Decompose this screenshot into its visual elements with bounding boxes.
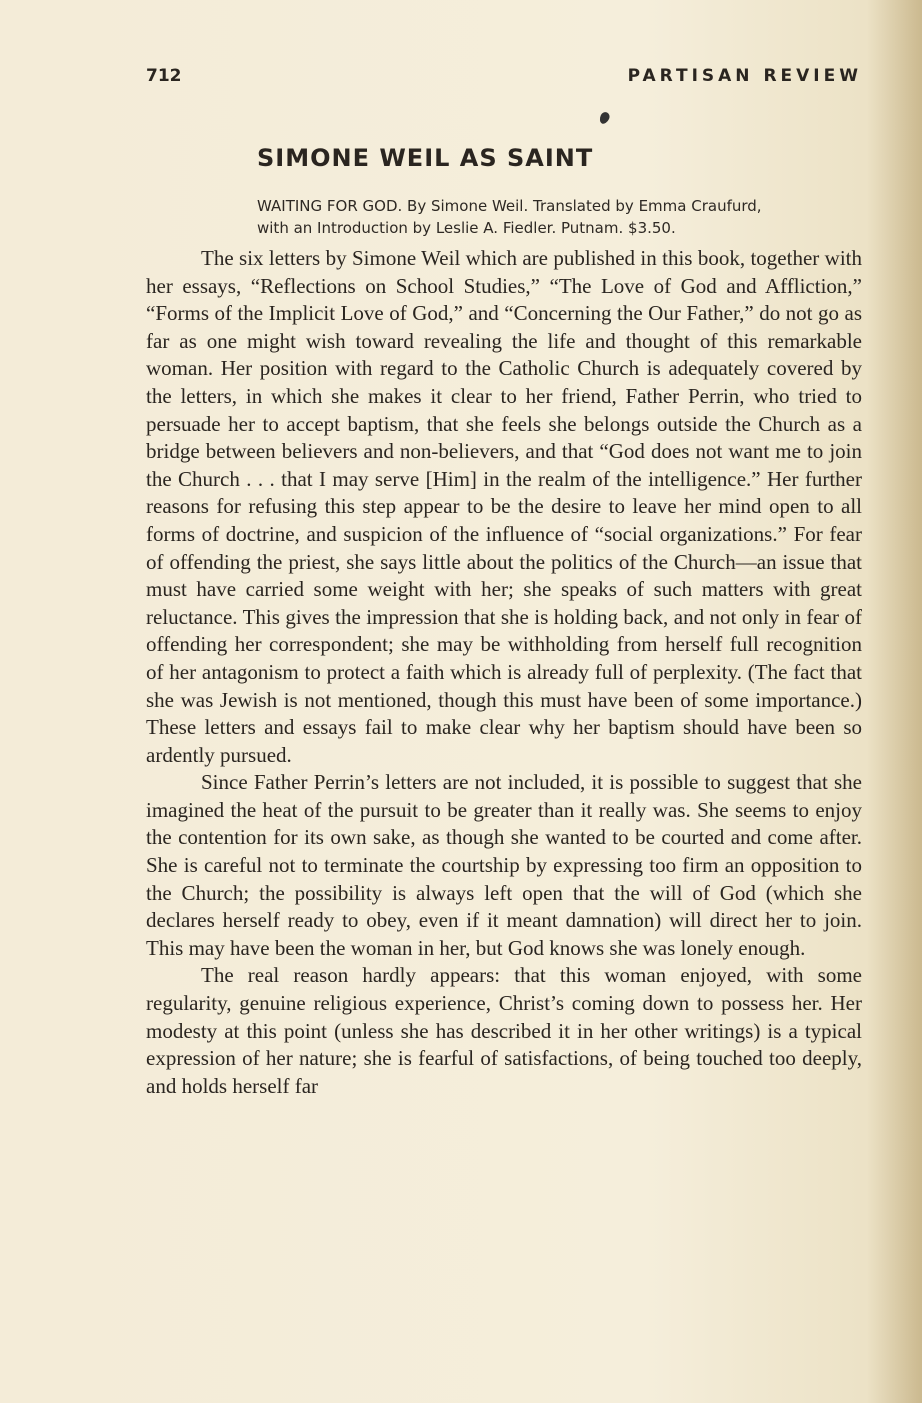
article-body — [146, 245, 862, 1100]
article-title: SIMONE WEIL AS SAINT — [257, 144, 594, 172]
paragraph: The real reason hardly appears: that this woman enjoyed, with some regularity, genuine religious experience, Christ’s coming down to possess her. Her modesty at this point (unless she has described it in her other writings) is a typical expression of her nature; she is fearful of satisfactions, of being touched too deeply, and holds herself far — [146, 963, 862, 1098]
running-head: PARTISAN REVIEW — [627, 66, 862, 86]
page-number: 712 — [146, 66, 182, 86]
page-header — [146, 66, 862, 90]
paragraph: Since Father Perrin’s letters are not included, it is possible to suggest that she imagined the heat of the pursuit to be greater than it really was. She seems to enjoy the contention for its own sake, as though she wanted to be courted and come after. She is careful not to terminate the courtship by expressing too firm an opposition to the Church; the possibility is always left open that the will of God (which she declares herself ready to obey, even if it meant damnation) will direct her to join. This may have been the woman in her, but God knows she was lonely enough. — [146, 770, 862, 960]
book-citation — [257, 195, 863, 239]
ornament-mark — [598, 111, 611, 126]
paragraph: The six letters by Simone Weil which are published in this book, together with her essays, “Reflections on School Studies,” “The Love of God and Affliction,” “Forms of the Implicit Love of God,” and “Concerning the Our Father,” do not go as far as one might wish toward revealing the life and thought of this remarkable woman. Her position with regard to the Catholic Church is adequately covered by the letters, in which she makes it clear to her friend, Father Perrin, who tried to persuade her to accept baptism, that she feels she belongs outside the Church as a bridge between believers and non-believers, and that “God does not want me to join the Church . . . that I may serve [Him] in the realm of the intelligence.” Her further reasons for refusing this step appear to be the desire to leave her mind open to all forms of doctrine, and suspicion of the influence of “social organizations.” For fear of offending the priest, she says little about the politics of the Church—an issue that must have carried some weight with her; she speaks of such matters with great reluctance. This gives the impression that she is holding back, and not only in fear of offending her correspondent; she may be withholding from herself full recognition of her antagonism to protect a faith which is already full of perplexity. (The fact that she was Jewish is not mentioned, though this must have been of some importance.) These letters and essays fail to make clear why her baptism should have been so ardently pursued. — [146, 246, 862, 767]
citation-line: with an Introduction by Leslie A. Fiedler. Putnam. $3.50. — [257, 219, 676, 237]
citation-line: WAITING FOR GOD. By Simone Weil. Translated by Emma Craufurd, — [257, 197, 762, 215]
